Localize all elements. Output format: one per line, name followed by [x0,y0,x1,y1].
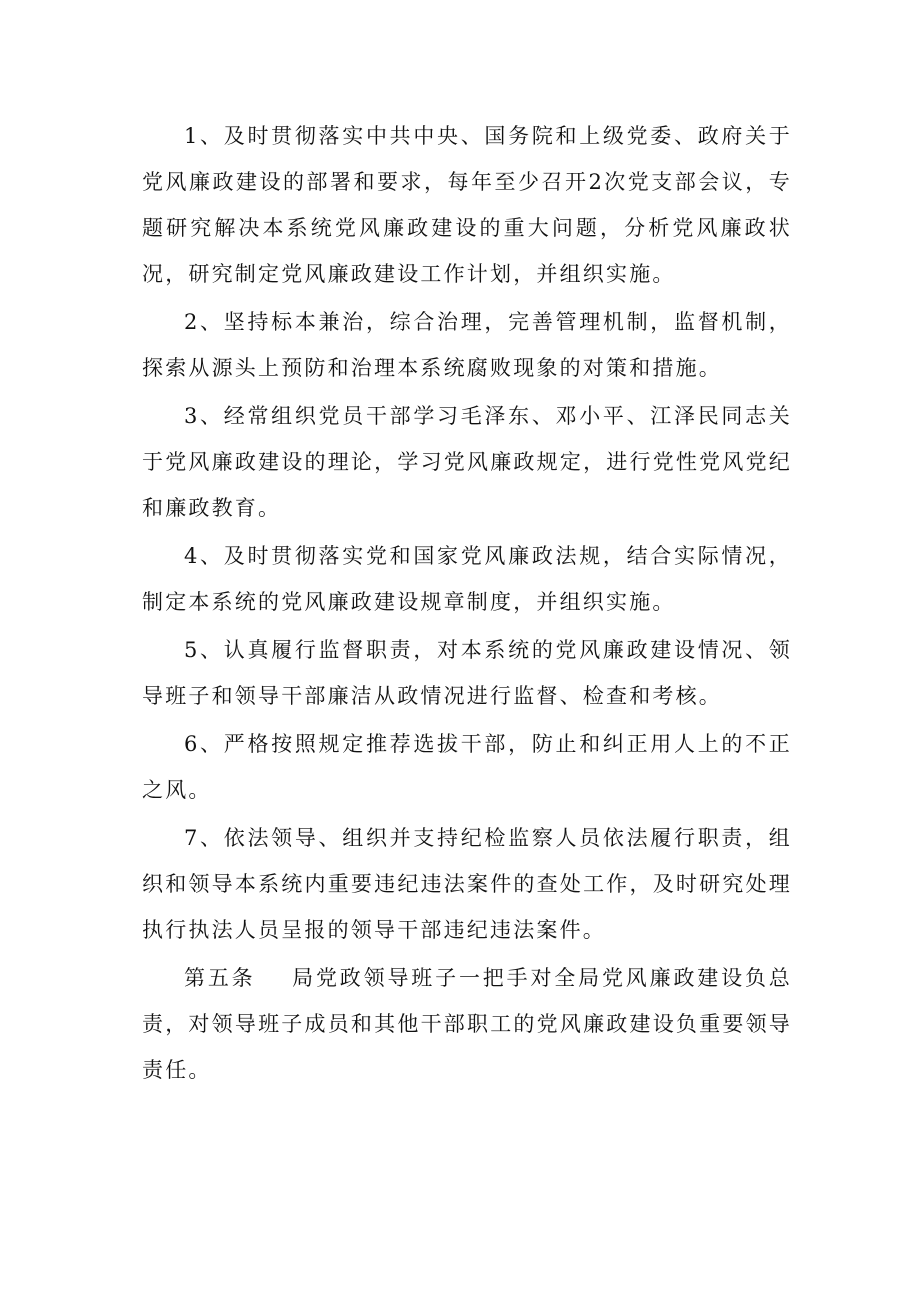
paragraph-item-2: 2、坚持标本兼治，综合治理，完善管理机制，监督机制，探索从源头上预防和治理本系统腐败现象的对策和措施。 [142,310,792,380]
paragraph-item-7: 7、依法领导、组织并支持纪检监察人员依法履行职责，组织和领导本系统内重要违纪违法案件的查处工作，及时研究处理执行执法人员呈报的领导干部违纪违法案件。 [142,826,792,942]
paragraph-item-3: 3、经常组织党员干部学习毛泽东、邓小平、江泽民同志关于党风廉政建设的理论，学习党风廉政规定，进行党性党风党纪和廉政教育。 [142,404,792,520]
document-body [142,113,792,1095]
paragraph-item-5: 5、认真履行监督职责，对本系统的党风廉政建设情况、领导班子和领导干部廉洁从政情况进行监督、检查和考核。 [142,638,792,708]
article-five-paragraph [142,955,792,1093]
paragraph-item-6: 6、严格按照规定推荐选拔干部，防止和纠正用人上的不正之风。 [142,732,792,802]
paragraph-item-4: 4、及时贯彻落实党和国家党风廉政法规，结合实际情况，制定本系统的党风廉政建设规章制度，并组织实施。 [142,544,792,614]
article-text: 局党政领导班子一把手对全局党风廉政建设负总责，对领导班子成员和其他干部职工的党风廉政建设负重要领导责任。 [142,966,792,1082]
article-label: 第五条 [184,966,256,990]
paragraph-item-1: 1、及时贯彻落实中共中央、国务院和上级党委、政府关于党风廉政建设的部署和要求，每年至少召开2次党支部会议，专题研究解决本系统党风廉政建设的重大问题，分析党风廉政状况，研究制定党风廉政建设工作计划，并组织实施。 [142,124,792,286]
